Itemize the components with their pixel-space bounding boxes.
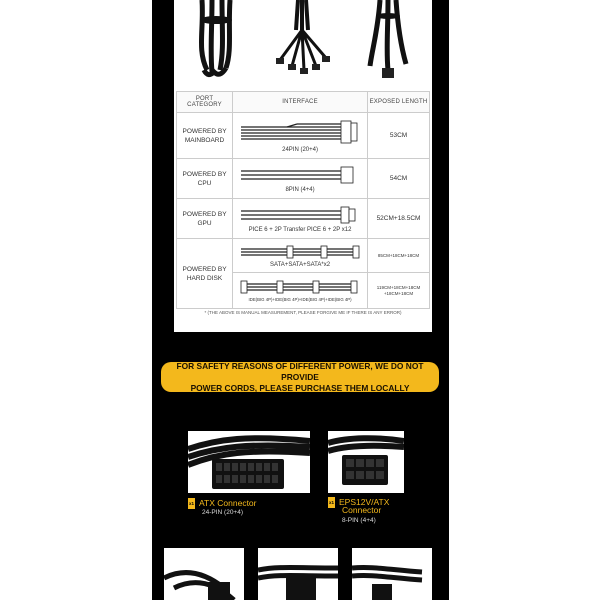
category-cell [177, 239, 233, 309]
quantity-badge: x1 [328, 497, 335, 508]
length-cell [368, 273, 430, 309]
category-cell [177, 113, 233, 159]
pcie-connector-image [164, 548, 244, 600]
spec-panel [174, 0, 432, 332]
table-row [177, 199, 430, 239]
table-row [177, 113, 430, 159]
quantity-badge: x1 [188, 498, 195, 509]
table-header-row [177, 92, 430, 113]
interface-cell [233, 273, 368, 309]
category-label: GPU [197, 219, 212, 227]
eps-connector-title-line2: Connector [342, 505, 382, 515]
interface-cell [233, 159, 368, 199]
cable-photos [174, 0, 432, 88]
interface-cell [233, 239, 368, 273]
column-header: INTERFACE [233, 92, 368, 113]
category-label: POWERED BY [182, 170, 227, 178]
connector-name: ATX Connector [199, 497, 257, 508]
interface-cell [233, 199, 368, 239]
length-cell: 54CM [368, 159, 430, 199]
atx-connector-title [188, 498, 257, 509]
length-cell: 53CM [368, 113, 430, 159]
table-row [177, 159, 430, 199]
length-label: 119CM+18CM+18CM [376, 284, 421, 290]
category-label: POWERED BY [182, 210, 227, 218]
gpu-cable-diagram [237, 205, 363, 225]
table-row [177, 239, 430, 273]
product-detail-strip [152, 0, 449, 600]
cable-bundle-image [354, 0, 424, 84]
interface-label: IDE(BIG 4P)+IDE(BIG 4P)+IDE(BIG 4P)+IDE(BIG 4P) [248, 297, 352, 302]
sata-connector-image [258, 548, 338, 600]
category-label: MAINBOARD [184, 136, 225, 144]
measurement-note: * (THE ABOVE IS MANUAL MEASUREMENT, PLEASE FORGIVE ME IF THERE IS ANY ERROR) [204, 310, 402, 315]
column-header: PORT CATEGORY [177, 92, 233, 113]
column-header: EXPOSED LENGTH [368, 92, 430, 113]
category-cell [177, 159, 233, 199]
category-label: POWERED BY [182, 265, 227, 273]
length-cell: 85CM+18CM+18CM [368, 239, 430, 273]
interface-label: PICE 6 + 2P Transfer PICE 6 + 2P x12 [248, 226, 352, 233]
sata-cable-diagram [237, 244, 363, 260]
interface-label: 8PIN (4+4) [285, 186, 315, 193]
cable-bundle-image [182, 0, 252, 84]
interface-label: 24PIN (20+4) [282, 146, 318, 153]
eps-connector-image [328, 431, 404, 493]
24pin-cable-diagram [237, 119, 363, 145]
atx-connector-pins: 24-PIN (20+4) [202, 509, 244, 516]
interface-label: SATA+SATA+SATA*x2 [270, 261, 331, 268]
banner-line: FOR SAFETY REASONS OF DIFFERENT POWER, WE DO NOT PROVIDE [176, 360, 424, 382]
banner-line: POWER CORDS, PLEASE PURCHASE THEM LOCALLY [190, 382, 410, 393]
category-label: CPU [197, 179, 212, 187]
length-cell: 52CM+18.5CM [368, 199, 430, 239]
category-label: POWERED BY [182, 127, 227, 135]
category-label: HARD DISK [186, 274, 223, 282]
length-label: +18CM+18CM [383, 290, 414, 296]
eps-connector-pins: 8-PIN (4+4) [342, 517, 376, 524]
8pin-cable-diagram [237, 165, 363, 185]
category-cell [177, 199, 233, 239]
interface-cell [233, 113, 368, 159]
cable-bundle-image [268, 0, 338, 84]
safety-banner [161, 362, 439, 392]
atx-connector-image [188, 431, 310, 493]
cable-spec-table [176, 91, 430, 309]
ide-cable-diagram [237, 279, 363, 295]
ide-connector-image [352, 548, 432, 600]
connector-name: EPS12V/ATX [339, 496, 390, 507]
